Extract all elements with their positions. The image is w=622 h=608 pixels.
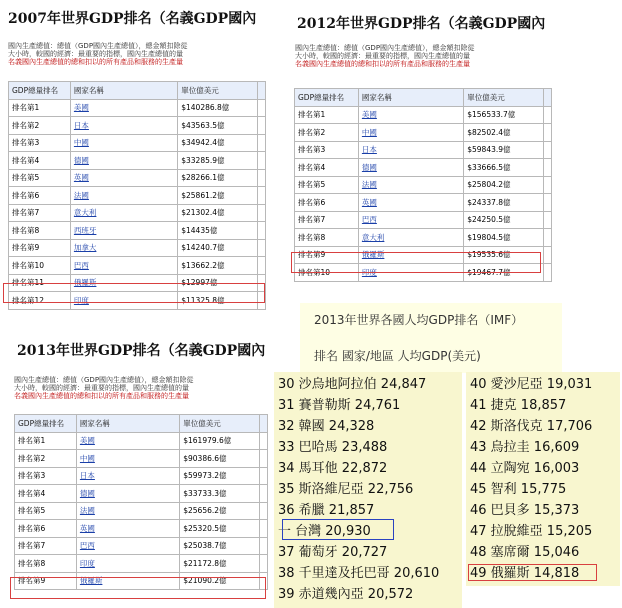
table-row [9, 257, 266, 275]
list-item: 35 斯洛維尼亞 22,756 [278, 482, 414, 497]
gdp-value-cell: $161979.6億 [180, 432, 260, 450]
gdp-value-cell: $25038.7億 [180, 537, 260, 555]
gdp-2012-panel [290, 0, 552, 296]
imf-list-right [466, 372, 620, 586]
rank-cell: 排名第10 [295, 264, 359, 282]
country-link[interactable]: 美國 [70, 99, 177, 117]
table-row [15, 432, 268, 450]
table-row [15, 485, 268, 503]
country-link[interactable]: 俄羅斯 [76, 572, 179, 590]
rank-cell: 排名第1 [15, 432, 77, 450]
country-link[interactable]: 巴西 [358, 211, 463, 229]
gdp-value-cell: $19467.7億 [464, 264, 544, 282]
country-link[interactable]: 德國 [358, 159, 463, 177]
panel-title: 2012年世界GDP排名（名義GDP國內 [297, 16, 546, 32]
country-link[interactable]: 中國 [76, 450, 179, 468]
country-link[interactable]: 加拿大 [70, 239, 177, 257]
gdp-value-cell: $21172.8億 [180, 555, 260, 573]
gdp-value-cell: $90386.6億 [180, 450, 260, 468]
gdp-value-cell: $34942.4億 [178, 134, 258, 152]
list-item: 33 巴哈馬 23,488 [278, 440, 388, 455]
rank-cell: 排名第6 [295, 194, 359, 212]
gdp-value-cell: $59843.9億 [464, 141, 544, 159]
table-row [295, 159, 552, 177]
table-row [9, 292, 266, 310]
gdp-table [14, 414, 268, 590]
column-header: GDP總量排名 [295, 89, 359, 107]
country-link[interactable]: 英國 [76, 520, 179, 538]
rank-cell: 排名第9 [15, 572, 77, 590]
rank-cell: 排名第2 [15, 450, 77, 468]
list-item: 49 俄羅斯 14,818 [470, 566, 580, 581]
rank-cell: 排名第8 [295, 229, 359, 247]
country-link[interactable]: 印度 [76, 555, 179, 573]
table-row [15, 450, 268, 468]
table-row [295, 124, 552, 142]
table-row [295, 211, 552, 229]
gdp-value-cell: $25861.2億 [178, 187, 258, 205]
list-item: 31 賽普勒斯 24,761 [278, 398, 401, 413]
country-link[interactable]: 印度 [70, 292, 177, 310]
gdp-value-cell: $12997億 [178, 274, 258, 292]
rank-cell: 排名第4 [15, 485, 77, 503]
rank-cell: 排名第1 [9, 99, 71, 117]
list-item: 36 希臘 21,857 [278, 503, 375, 518]
rank-cell: 排名第9 [9, 239, 71, 257]
country-link[interactable]: 日本 [358, 141, 463, 159]
table-row [295, 194, 552, 212]
list-item: 一 台灣 20,930 [278, 524, 371, 539]
rank-cell: 排名第2 [9, 117, 71, 135]
country-link[interactable]: 美國 [76, 432, 179, 450]
rank-cell: 排名第1 [295, 106, 359, 124]
gdp-value-cell: $14435億 [178, 222, 258, 240]
country-link[interactable]: 美國 [358, 106, 463, 124]
rank-cell: 排名第6 [15, 520, 77, 538]
gdp-value-cell: $11325.8億 [178, 292, 258, 310]
country-link[interactable]: 日本 [76, 467, 179, 485]
list-item: 42 斯洛伐克 17,706 [470, 419, 593, 434]
list-item: 48 塞席爾 15,046 [470, 545, 580, 560]
table-row [9, 169, 266, 187]
country-link[interactable]: 意大利 [70, 204, 177, 222]
gdp-value-cell: $14240.7億 [178, 239, 258, 257]
gdp-value-cell: $24250.5億 [464, 211, 544, 229]
panel-description: 國內生產總值：總值（GDP國內生產總值），總金額扣除從 大小時，較國的經濟：最重要的指標，國內生產總值的量 名義國內生產總值的總和扣以的所有產品和服務的生產量 [8, 42, 188, 66]
rank-cell: 排名第12 [9, 292, 71, 310]
column-header: 國家名稱 [70, 82, 177, 100]
panel-title: 2007年世界GDP排名（名義GDP國內 [8, 11, 257, 27]
list-item: 38 千里達及托巴哥 20,610 [278, 566, 440, 581]
table-row [295, 141, 552, 159]
gdp-value-cell: $24337.8億 [464, 194, 544, 212]
table-row [15, 572, 268, 590]
column-header: 單位億美元 [178, 82, 258, 100]
country-link[interactable]: 中國 [358, 124, 463, 142]
list-item: 44 立陶宛 16,003 [470, 461, 580, 476]
panel-title: 2013年世界GDP排名（名義GDP國內 [17, 343, 266, 359]
rank-cell: 排名第7 [9, 204, 71, 222]
gdp-value-cell: $28266.1億 [178, 169, 258, 187]
gdp-2007-panel [0, 0, 270, 322]
gdp-value-cell: $33285.9億 [178, 152, 258, 170]
country-link[interactable]: 法國 [76, 502, 179, 520]
rank-cell: 排名第3 [9, 134, 71, 152]
list-item: 39 赤道幾內亞 20,572 [278, 587, 414, 602]
country-link[interactable]: 英國 [70, 169, 177, 187]
imf-title: 2013年世界各國人均GDP排名（IMF） [314, 313, 524, 327]
table-row [295, 229, 552, 247]
gdp-table [294, 88, 552, 282]
rank-cell: 排名第9 [295, 246, 359, 264]
rank-cell: 排名第5 [9, 169, 71, 187]
country-link[interactable]: 俄羅斯 [358, 246, 463, 264]
rank-cell: 排名第8 [9, 222, 71, 240]
imf-column-header: 排名 國家/地區 人均GDP(美元) [314, 349, 481, 363]
country-link[interactable]: 印度 [358, 264, 463, 282]
country-link[interactable]: 德國 [76, 485, 179, 503]
table-row [15, 467, 268, 485]
table-row [9, 187, 266, 205]
rank-cell: 排名第8 [15, 555, 77, 573]
list-item: 40 愛沙尼亞 19,031 [470, 377, 593, 392]
rank-cell: 排名第7 [15, 537, 77, 555]
gdp-value-cell: $19535.6億 [464, 246, 544, 264]
rank-cell: 排名第3 [15, 467, 77, 485]
gdp-value-cell: $25320.5億 [180, 520, 260, 538]
rank-cell: 排名第5 [295, 176, 359, 194]
gdp-value-cell: $59973.2億 [180, 467, 260, 485]
country-link[interactable]: 西班牙 [70, 222, 177, 240]
table-row [9, 117, 266, 135]
list-item: 43 烏拉圭 16,609 [470, 440, 580, 455]
gdp-value-cell: $13662.2億 [178, 257, 258, 275]
gdp-value-cell: $25804.2億 [464, 176, 544, 194]
rank-cell: 排名第11 [9, 274, 71, 292]
country-link[interactable]: 俄羅斯 [70, 274, 177, 292]
column-header: GDP總量排名 [15, 415, 77, 433]
country-link[interactable]: 中國 [70, 134, 177, 152]
country-link[interactable]: 法國 [70, 187, 177, 205]
table-row [295, 264, 552, 282]
list-item: 32 韓國 24,328 [278, 419, 375, 434]
rank-cell: 排名第4 [9, 152, 71, 170]
rank-cell: 排名第7 [295, 211, 359, 229]
table-row [15, 537, 268, 555]
panel-description: 國內生產總值：總值（GDP國內生產總值），總金額扣除從 大小時，較國的經濟：最重要的指標，國內生產總值的量 名義國內生產總值的總和扣以的所有產品和服務的生產量 [14, 376, 194, 400]
list-item: 34 馬耳他 22,872 [278, 461, 388, 476]
table-row [9, 99, 266, 117]
table-row [15, 520, 268, 538]
column-header: 單位億美元 [464, 89, 544, 107]
list-item: 37 葡萄牙 20,727 [278, 545, 388, 560]
gdp-value-cell: $33733.3億 [180, 485, 260, 503]
table-row [15, 555, 268, 573]
rank-cell: 排名第6 [9, 187, 71, 205]
list-item: 41 捷克 18,857 [470, 398, 567, 413]
panel-description: 國內生產總值：總值（GDP國內生產總值），總金額扣除從 大小時，較國的經濟：最重要的指標，國內生產總值的量 名義國內生產總值的總和扣以的所有產品和服務的生產量 [295, 44, 475, 68]
country-link[interactable]: 德國 [70, 152, 177, 170]
list-item: 46 巴貝多 15,373 [470, 503, 580, 518]
gdp-value-cell: $25656.2億 [180, 502, 260, 520]
gdp-2013-panel [0, 330, 270, 608]
table-row [9, 239, 266, 257]
rank-cell: 排名第5 [15, 502, 77, 520]
gdp-table [8, 81, 266, 310]
table-row [295, 246, 552, 264]
gdp-value-cell: $156533.7億 [464, 106, 544, 124]
table-row [9, 152, 266, 170]
table-row [295, 176, 552, 194]
country-link[interactable]: 英國 [358, 194, 463, 212]
country-link[interactable]: 巴西 [76, 537, 179, 555]
list-item: 30 沙烏地阿拉伯 24,847 [278, 377, 427, 392]
gdp-value-cell: $43563.5億 [178, 117, 258, 135]
table-row [15, 502, 268, 520]
list-item: 47 拉脫維亞 15,205 [470, 524, 593, 539]
country-link[interactable]: 巴西 [70, 257, 177, 275]
imf-list-left [274, 372, 462, 608]
country-link[interactable]: 日本 [70, 117, 177, 135]
gdp-value-cell: $140286.8億 [178, 99, 258, 117]
imf-header-panel [300, 303, 562, 373]
gdp-value-cell: $21090.2億 [180, 572, 260, 590]
column-header: GDP總量排名 [9, 82, 71, 100]
rank-cell: 排名第3 [295, 141, 359, 159]
table-row [9, 134, 266, 152]
gdp-value-cell: $19804.5億 [464, 229, 544, 247]
gdp-value-cell: $21302.4億 [178, 204, 258, 222]
rank-cell: 排名第10 [9, 257, 71, 275]
table-row [295, 106, 552, 124]
rank-cell: 排名第2 [295, 124, 359, 142]
rank-cell: 排名第4 [295, 159, 359, 177]
table-row [9, 204, 266, 222]
gdp-value-cell: $82502.4億 [464, 124, 544, 142]
gdp-value-cell: $33666.5億 [464, 159, 544, 177]
list-item: 45 智利 15,775 [470, 482, 567, 497]
table-row [9, 222, 266, 240]
country-link[interactable]: 意大利 [358, 229, 463, 247]
column-header: 國家名稱 [76, 415, 179, 433]
table-row [9, 274, 266, 292]
column-header: 單位億美元 [180, 415, 260, 433]
column-header: 國家名稱 [358, 89, 463, 107]
country-link[interactable]: 法國 [358, 176, 463, 194]
